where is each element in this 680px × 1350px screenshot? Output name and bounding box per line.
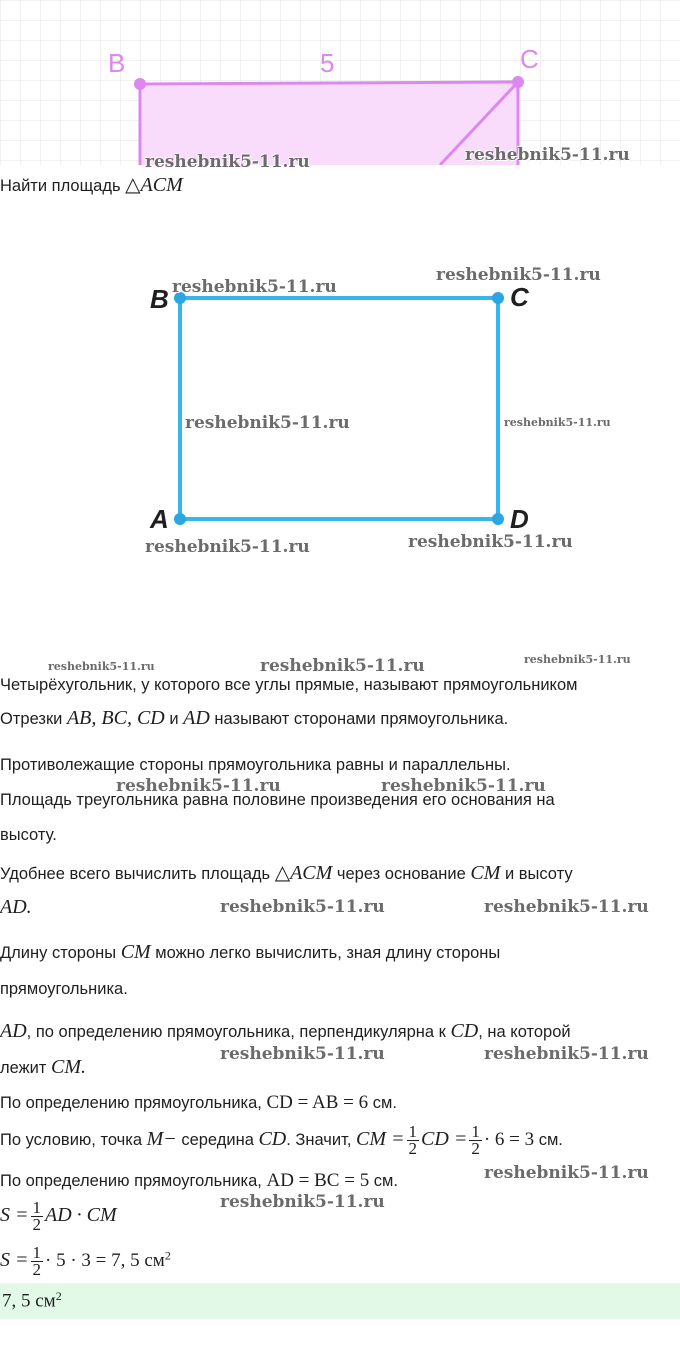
answer-value-wrap	[2, 1289, 62, 1313]
watermark: reshebnik5-11.ru	[436, 265, 601, 285]
watermark: reshebnik5-11.ru	[524, 653, 631, 666]
watermark: reshebnik5-11.ru	[116, 776, 281, 796]
para-10-prefix: По определению прямоугольника,	[0, 1172, 267, 1190]
para-2-math: AB, BC, CD	[66, 707, 165, 729]
para-7-math2: CD	[450, 1020, 479, 1042]
watermark: reshebnik5-11.ru	[260, 656, 425, 676]
rect-figure	[0, 260, 680, 560]
para-2-prefix: Отрезки	[0, 710, 67, 728]
task-math: △ACM	[125, 174, 183, 196]
para-6-prefix: Длину стороны	[0, 944, 121, 962]
fraction	[407, 1124, 420, 1157]
para-9-math1: M−	[146, 1127, 177, 1150]
answer-sup: 2	[55, 1289, 62, 1303]
answer-value: 7, 5 см	[2, 1290, 56, 1312]
task-prefix: Найти площадь	[0, 177, 126, 195]
para-5-prefix: Удобнее всего вычислить площадь	[0, 865, 275, 883]
watermark: reshebnik5-11.ru	[220, 1192, 385, 1212]
fraction-numerator: 1	[32, 1243, 41, 1262]
fraction-denominator: 2	[32, 1260, 41, 1279]
label-b: B	[150, 284, 169, 314]
para-2-and: и	[164, 710, 184, 728]
point-d	[492, 513, 504, 525]
watermark: reshebnik5-11.ru	[484, 897, 649, 917]
fraction-denominator: 2	[408, 1139, 418, 1158]
watermark: reshebnik5-11.ru	[484, 1044, 649, 1064]
formula-1	[0, 1200, 117, 1233]
para-9	[0, 1124, 563, 1157]
para-9-math4: CD =	[421, 1127, 468, 1150]
para-1: Четырёхугольник, у которого все углы прямые, называют прямоугольником	[0, 676, 578, 694]
watermark: reshebnik5-11.ru	[145, 152, 310, 172]
watermark: reshebnik5-11.ru	[220, 1044, 385, 1064]
label-c: C	[510, 282, 529, 312]
fraction	[31, 1245, 44, 1278]
point-a	[174, 513, 186, 525]
fraction-denominator: 2	[471, 1139, 480, 1158]
para-7-line-2-prefix: лежит	[0, 1059, 52, 1077]
para-3: Противолежащие стороны прямоугольника равны и параллельны.	[0, 756, 511, 774]
formula-2	[0, 1245, 171, 1278]
formula-2-lhs: S =	[0, 1248, 29, 1271]
fraction-numerator: 1	[471, 1122, 480, 1141]
answer-box	[0, 1283, 680, 1319]
para-4-line-2: высоту.	[0, 826, 57, 844]
para-9-math3: CM =	[356, 1127, 405, 1150]
top-figure	[0, 0, 680, 165]
para-9-suffix: см.	[534, 1130, 563, 1149]
para-10	[0, 1170, 398, 1192]
para-2-suffix: называют сторонами прямоугольника.	[209, 710, 509, 728]
para-2-math2: AD	[183, 707, 210, 729]
top-figure-svg	[0, 0, 680, 165]
para-7-math1: AD	[0, 1020, 27, 1042]
top-label-c: C	[520, 44, 539, 74]
para-7-mid: , по определению прямоугольника, перпендикулярна к	[26, 1023, 451, 1041]
para-5-math2: CM	[470, 862, 501, 884]
watermark: reshebnik5-11.ru	[484, 1163, 649, 1183]
watermark: reshebnik5-11.ru	[381, 776, 546, 796]
watermark: reshebnik5-11.ru	[465, 145, 630, 165]
para-9-math2: CD	[258, 1127, 287, 1150]
watermark: reshebnik5-11.ru	[220, 897, 385, 917]
para-8-suffix: см.	[368, 1094, 397, 1112]
fraction-denominator: 2	[32, 1215, 41, 1234]
label-d: D	[510, 504, 529, 534]
para-7	[0, 1020, 571, 1043]
para-7-suffix: , на которой	[478, 1023, 571, 1041]
task-line	[0, 172, 183, 197]
formula-2-sup: 2	[164, 1248, 171, 1263]
watermark: reshebnik5-11.ru	[504, 416, 611, 429]
para-5-line-2	[0, 896, 32, 919]
formula-2-rhs: · 5 · 3 = 7, 5 см	[45, 1249, 165, 1271]
para-9-prefix: По условию, точка	[0, 1130, 147, 1149]
top-side-length: 5	[320, 48, 335, 78]
para-9-mid2: . Значит,	[286, 1130, 357, 1149]
watermark: reshebnik5-11.ru	[185, 413, 350, 433]
top-side-bc	[140, 82, 518, 84]
para-2	[0, 707, 508, 730]
fraction	[31, 1200, 44, 1233]
para-7-line-2-math: CM.	[51, 1056, 87, 1078]
top-point-b	[134, 78, 146, 90]
para-10-math: AD = BC = 5	[266, 1170, 370, 1191]
rect-figure-svg	[0, 260, 680, 560]
watermark: reshebnik5-11.ru	[145, 537, 310, 557]
para-7-line-2	[0, 1056, 86, 1079]
para-8-math: CD = AB = 6	[266, 1092, 369, 1113]
para-6	[0, 941, 500, 964]
para-6-math: CM	[120, 941, 151, 963]
top-label-b: B	[108, 48, 126, 78]
top-point-c	[512, 76, 524, 88]
para-10-suffix: см.	[369, 1172, 398, 1190]
rect-abcd	[180, 298, 498, 519]
para-8-prefix: По определению прямоугольника,	[0, 1094, 267, 1112]
para-6-suffix: можно легко вычислить, зная длину стороны	[150, 944, 501, 962]
fraction-numerator: 1	[32, 1198, 41, 1217]
watermark: reshebnik5-11.ru	[48, 660, 155, 673]
fraction-numerator: 1	[408, 1122, 418, 1141]
para-4-line-1: Площадь треугольника равна половине произведения его основания на	[0, 791, 555, 809]
para-5-suffix: и высоту	[500, 865, 573, 883]
para-5-math1: △ACM	[274, 862, 333, 884]
formula-1-lhs: S =	[0, 1203, 29, 1226]
para-9-mid: середина	[176, 1130, 259, 1149]
para-8	[0, 1092, 397, 1114]
para-5-mid: через основание	[332, 865, 471, 883]
para-6-line-2: прямоугольника.	[0, 980, 128, 998]
para-5	[0, 860, 573, 885]
watermark: reshebnik5-11.ru	[408, 532, 573, 552]
watermark: reshebnik5-11.ru	[172, 277, 337, 297]
formula-1-rhs: AD · CM	[45, 1203, 117, 1226]
fraction	[469, 1124, 482, 1157]
para-9-math5: · 6 = 3	[483, 1128, 535, 1150]
point-c	[492, 292, 504, 304]
para-5-math3: AD.	[0, 896, 32, 918]
label-a: A	[150, 504, 169, 534]
